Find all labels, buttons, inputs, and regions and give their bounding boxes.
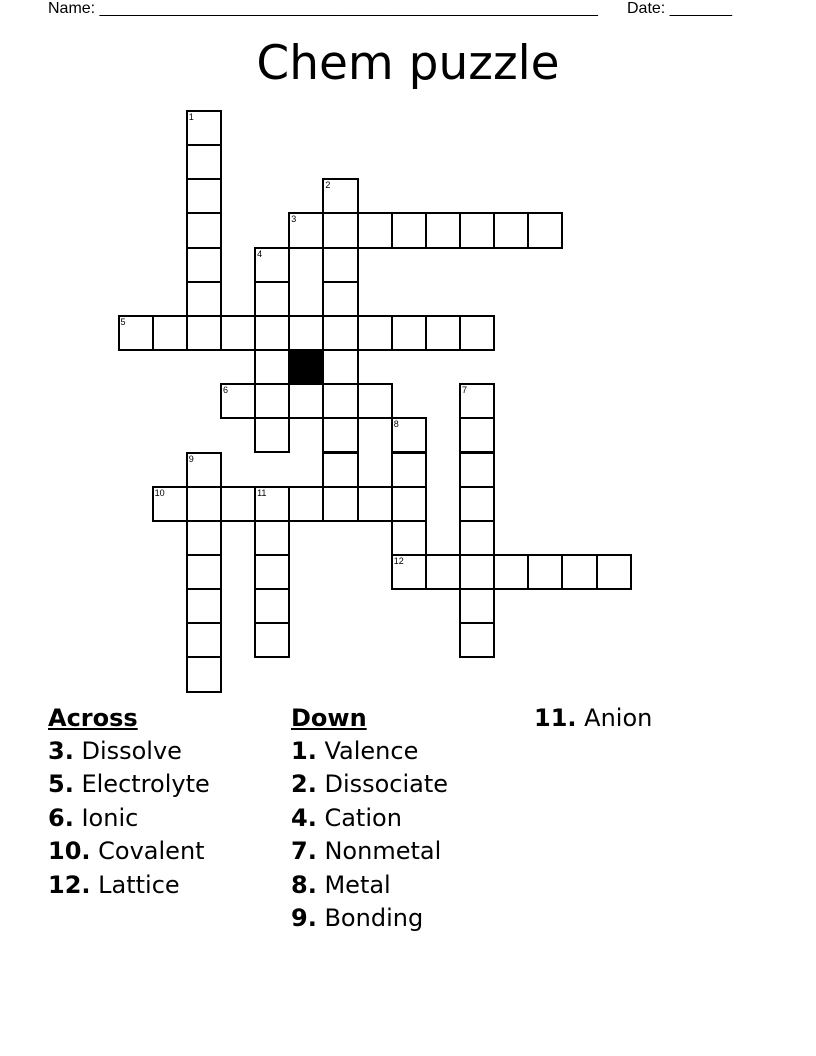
crossword-cell[interactable] [322,349,358,385]
crossword-cell[interactable] [425,212,461,248]
crossword-cell[interactable] [391,452,427,488]
crossword-cell[interactable] [357,383,393,419]
crossword-cell[interactable] [322,315,358,351]
crossword-cell[interactable] [425,554,461,590]
crossword-cell[interactable] [254,622,290,658]
across-clue: 3. Dissolve [48,737,182,765]
crossword-cell[interactable] [288,486,324,522]
crossword-cell[interactable] [459,452,495,488]
down-clue: 9. Bonding [291,903,424,932]
crossword-cell[interactable] [288,315,324,351]
crossword-cell[interactable] [254,486,290,522]
down-clue: 8. Metal [291,870,391,899]
crossword-cell[interactable] [186,622,222,658]
crossword-cell[interactable] [288,383,324,419]
crossword-cell[interactable] [357,212,393,248]
crossword-cell[interactable] [220,486,256,522]
across-clues [48,701,210,902]
crossword-cell[interactable] [391,554,427,590]
crossword-cell[interactable] [186,247,222,283]
clue-number: 6 [222,385,228,396]
crossword-cell[interactable] [391,212,427,248]
crossword-cell[interactable] [152,315,188,351]
crossword-cell[interactable] [322,417,358,453]
crossword-cell[interactable] [493,554,529,590]
crossword-cell[interactable] [186,281,222,317]
down-clue: 11. Anion [534,704,653,732]
down-clue: 1. Valence [291,737,419,765]
clue-number: 12 [393,555,404,566]
clue-number: 4 [257,248,263,259]
down-heading: Down [291,704,367,732]
crossword-cell[interactable] [186,110,222,146]
crossword-cell[interactable] [254,247,290,283]
crossword-cell[interactable] [322,281,358,317]
clue-number: 11 [257,487,267,498]
crossword-cell[interactable] [391,486,427,522]
crossword-cell[interactable] [322,212,358,248]
crossword-cell[interactable] [391,315,427,351]
crossword-cell[interactable] [493,212,529,248]
crossword-cell[interactable] [254,520,290,556]
across-clue: 6. Ionic [48,803,139,832]
crossword-cell[interactable] [254,383,290,419]
down-clue: 4. Cation [291,803,402,832]
crossword-cell[interactable] [288,212,324,248]
crossword-cell[interactable] [527,212,563,248]
crossword-cell[interactable] [322,452,358,488]
crossword-cell[interactable] [186,486,222,522]
crossword-cell[interactable] [186,178,222,214]
crossword-cell[interactable] [254,281,290,317]
across-clue: 10. Covalent [48,837,205,866]
crossword-cell[interactable] [186,520,222,556]
crossword-cell[interactable] [596,554,632,590]
crossword-cell[interactable] [425,315,461,351]
crossword-cell[interactable] [322,383,358,419]
page-title: Chem puzzle [256,36,560,91]
down-clues-continued [534,701,652,735]
crossword-cell[interactable] [322,178,358,214]
clue-number: 2 [325,180,331,191]
crossword-cell[interactable] [391,520,427,556]
clue-number: 9 [188,453,194,464]
crossword-cell[interactable] [459,588,495,624]
crossword-cell[interactable] [254,349,290,385]
clue-number: 5 [120,316,126,327]
crossword-cell[interactable] [254,417,290,453]
crossword-cell[interactable] [322,486,358,522]
crossword-cell[interactable] [459,417,495,453]
crossword-cell[interactable] [459,383,495,419]
crossword-block [288,349,324,385]
crossword-cell[interactable] [220,315,256,351]
clue-number: 3 [291,214,297,225]
crossword-cell[interactable] [186,212,222,248]
across-heading: Across [48,704,138,732]
crossword-cell[interactable] [459,486,495,522]
crossword-cell[interactable] [254,554,290,590]
crossword-cell[interactable] [357,315,393,351]
crossword-cell[interactable] [459,554,495,590]
down-clues [291,701,448,935]
crossword-cell[interactable] [186,144,222,180]
crossword-cell[interactable] [118,315,154,351]
date-field-label: Date: _______ [627,0,732,17]
crossword-cell[interactable] [459,520,495,556]
crossword-cell[interactable] [322,247,358,283]
clue-number: 8 [393,419,399,430]
crossword-cell[interactable] [186,656,222,692]
crossword-cell[interactable] [459,212,495,248]
down-clue: 2. Dissociate [291,770,449,799]
crossword-cell[interactable] [459,315,495,351]
crossword-cell[interactable] [254,588,290,624]
across-clue: 12. Lattice [48,870,180,899]
clue-number: 1 [188,112,194,122]
crossword-cell[interactable] [220,383,256,419]
clue-number: 10 [154,487,165,498]
crossword-cell[interactable] [357,486,393,522]
down-clue: 7. Nonmetal [291,837,442,866]
crossword-cell[interactable] [561,554,597,590]
crossword-cell[interactable] [254,315,290,351]
crossword-cell[interactable] [186,452,222,488]
crossword-cell[interactable] [186,315,222,351]
name-field-label: Name: ________________________________________________________ [48,0,598,17]
crossword-cell[interactable] [152,486,188,522]
crossword-cell[interactable] [186,588,222,624]
across-clue: 5. Electrolyte [48,770,210,799]
crossword-cell[interactable] [459,622,495,658]
crossword-cell[interactable] [391,417,427,453]
crossword-cell[interactable] [186,554,222,590]
crossword-cell[interactable] [527,554,563,590]
clue-number: 7 [462,385,468,396]
